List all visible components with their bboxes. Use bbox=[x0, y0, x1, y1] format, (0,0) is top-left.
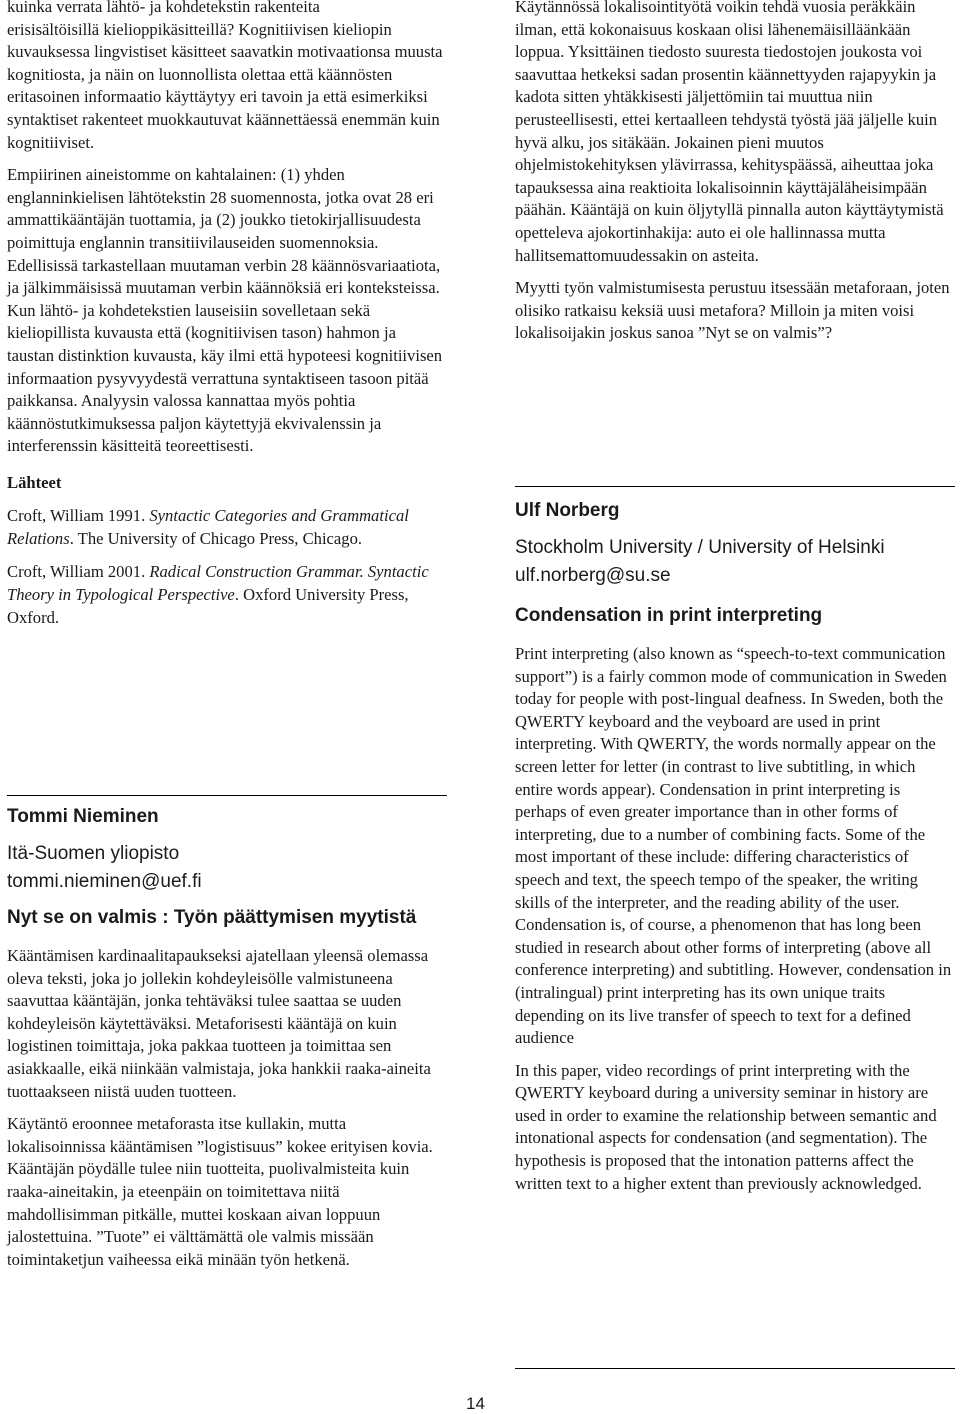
author-name: Ulf Norberg bbox=[515, 500, 620, 521]
ref-title: Radical Construction Grammar. Syntactic Theory in Typological Perspective bbox=[7, 561, 429, 604]
ref-publisher: . Oxford University Press, Oxford. bbox=[7, 584, 409, 627]
section-divider bbox=[7, 795, 447, 796]
paragraph-line: kuinka verrata lähtö- ja kohdetekstin rakenteita bbox=[7, 0, 320, 16]
abstract-title: Condensation in print interpreting bbox=[515, 605, 823, 626]
paragraph: In this paper, video recordings of print interpreting with the QWERTY keyboard during a university seminar in history are used in order to examine the relationship between semantic and intonational aspects for condensation (and segmentation). The hypothesis is proposed that the intonation patterns affect the written text to a higher extent than previously acknowledged. bbox=[515, 1060, 937, 1193]
paragraph: Käytäntö eroonnee metaforasta itse kullakin, mutta lokalisoinnissa kääntämisen ”logistisuus” kokee erityisen kovia. Kääntäjän pöydälle tulee niin tuotteita, puolivalmisteita kuin raaka-aineitakin, ja eteenpäin on toimitettava niitä mahdollisimman pitkälle, muttei koskaan aivan loppuun jalostettuina. ”Tuote” ei välttämättä ole valmis missään toimintaketjun vaiheessa eikä minään työn hetkenä. bbox=[7, 1114, 433, 1269]
right-abstract bbox=[515, 500, 955, 1195]
author-name: Tommi Nieminen bbox=[7, 806, 159, 827]
ref-publisher: . The University of Chicago Press, Chicago. bbox=[69, 528, 363, 548]
left-abstract bbox=[7, 806, 447, 1271]
section-divider bbox=[515, 1368, 955, 1369]
reference-item bbox=[7, 504, 447, 550]
paragraph: Käytännössä lokalisointityötä voikin tehdä vuosia peräkkäin ilman, että kokonaisuus koskaan olisi lähenemäisilläänkään loppua. Yksittäinen tiedosto suuresta tiedostojen joukosta voi saavuttaa hetkeksi sadan prosentin käännettyyden rajapyykin ja kadota sitten yhtäkkisesti jäljettömiin tai muuttua niin perusteellisesti, ettei kertaalleen tehdystä työstä jää jäljelle kuin hyvä alku, jos sitäkään. Jokainen pieni muutos ohjelmistokehityksen ylävirrassa, kehityspäässä, aiheuttaa joka tapauksessa aina reaktioita lokalisoinnin käyttäjäläheisimpään päähän. Kääntäjä on kuin öljytyllä pinnalla auton käyttäytymistä opetteleva ajokortinhakija: auto ei ole hallinnassa mutta hallitsemattomuudessakin on asteita. bbox=[515, 0, 944, 265]
reference-item bbox=[7, 560, 447, 629]
ref-title: Syntactic Categories and Grammatical Relations bbox=[7, 505, 409, 548]
paragraph-text: ikäsitteillä? Kognitiivisen kieliopin kuvauksessa lingvistiset käsitteet saavatkin motivaationsa muusta kognitiosta, ja näin on luonnollista olettaa että käännösten eritasoinen informaatio käyttäytyy eri tavoin ja että esimerkiksi syntaktiset rakenteet muokkautuvat käännettäessä enemmän kuin kognitiiviset. bbox=[7, 19, 443, 152]
page-number: 14 bbox=[466, 1394, 485, 1413]
paragraph: Myytti työn valmistumisesta perustuu itsessään metaforaan, joten olisiko ratkaisu keksiä uusi metafora? Milloin ja miten voisi lokalisoijakin joskus sanoa ”Nyt se on valmis”? bbox=[515, 278, 950, 343]
author-affiliation: Stockholm University / University of Helsinki bbox=[515, 537, 885, 558]
paragraph: Kääntämisen kardinaalitapaukseksi ajatellaan yleensä olemassa oleva teksti, joka jo jollekin kohdeyleisölle valmistuneena saavuttaa kääntäjän, jonka tehtäväksi tulee saattaa se uuden kohdeyleisön käytettäväksi. Metaforisesti kääntäjä on kuin logistinen toimittaja, joka pakkaa tuotteen ja toimittaa sen asiakkaalle, eikä niinkään valmistaja, joka hankkii raaka-aineita tuottaakseen niistä uuden tuotteen. bbox=[7, 946, 431, 1101]
section-divider bbox=[515, 486, 955, 487]
paragraph: Empiirinen aineistomme on kahtalainen: (1) yhden englanninkielisen lähtötekstin 28 suomennosta, jotka ovat 28 eri ammattikääntäjän tuottamia, ja (2) joukko tietokirjallisuudesta poimittuja englannin transitiivilauseiden suomennoksia. Edellisissä tarkastellaan muutaman verbin 28 käännösvariaatiota, ja jälkimmäisissä muutaman verbin käännöksiä eri konteksteissa. Kun lähtö- ja kohdetekstien lauseisiin sovelletaan sekä kieliopillista kuvausta että (kognitiivisen tason) hahmon ja taustan distinktion kuvausta, käy ilmi että hypoteesi kognitiivisen informaation pysyvyydestä verrattuna syntaktiseen tasoon pitää paikkansa. Analyysin valossa kannattaa myös pohtia käännöstutkimuksessa paljon käytettyjä ekvivalenssin ja interferenssin käsitteitä teoreettisesti. bbox=[7, 165, 443, 456]
ref-author: Croft, William 1991. bbox=[7, 505, 150, 525]
author-affiliation: Itä-Suomen yliopisto bbox=[7, 843, 180, 864]
paragraph-line: erisisältöisillä kieliopp bbox=[7, 19, 158, 39]
abstract-title: Nyt se on valmis : Työn päättymisen myytistä bbox=[7, 907, 417, 928]
author-email: ulf.norberg@su.se bbox=[515, 565, 671, 586]
references-heading: Lähteet bbox=[7, 472, 62, 492]
ref-author: Croft, William 2001. bbox=[7, 561, 150, 581]
right-column bbox=[515, 0, 955, 345]
left-column bbox=[7, 0, 447, 629]
paragraph bbox=[7, 0, 447, 154]
author-email: tommi.nieminen@uef.fi bbox=[7, 871, 202, 892]
paragraph: Print interpreting (also known as “speech-to-text communication support”) is a fairly common mode of communication in Sweden today for people with post-lingual deafness. In Sweden, both the QWERTY keyboard and the veyboard are used in print interpreting. With QWERTY, the words normally appear on the screen letter for letter (in contrast to live subtitling, in which entire words appear). Condensation in print interpreting is perhaps of even greater importance than in other forms of interpreting, due to a number of combining facts. Some of the most important of these include: differing characteristics of speech and text, the speech tempo of the speaker, the writing skills of the interpreter, and the reading ability of the user. Condensation is, of course, a phenomenon that has long been studied in research about other forms of interpreting (above all conference interpreting) and subtitling. However, condensation in (intralingual) print interpreting has its own unique traits depending on its live transfer of speech to text for a defined audience bbox=[515, 644, 952, 1048]
